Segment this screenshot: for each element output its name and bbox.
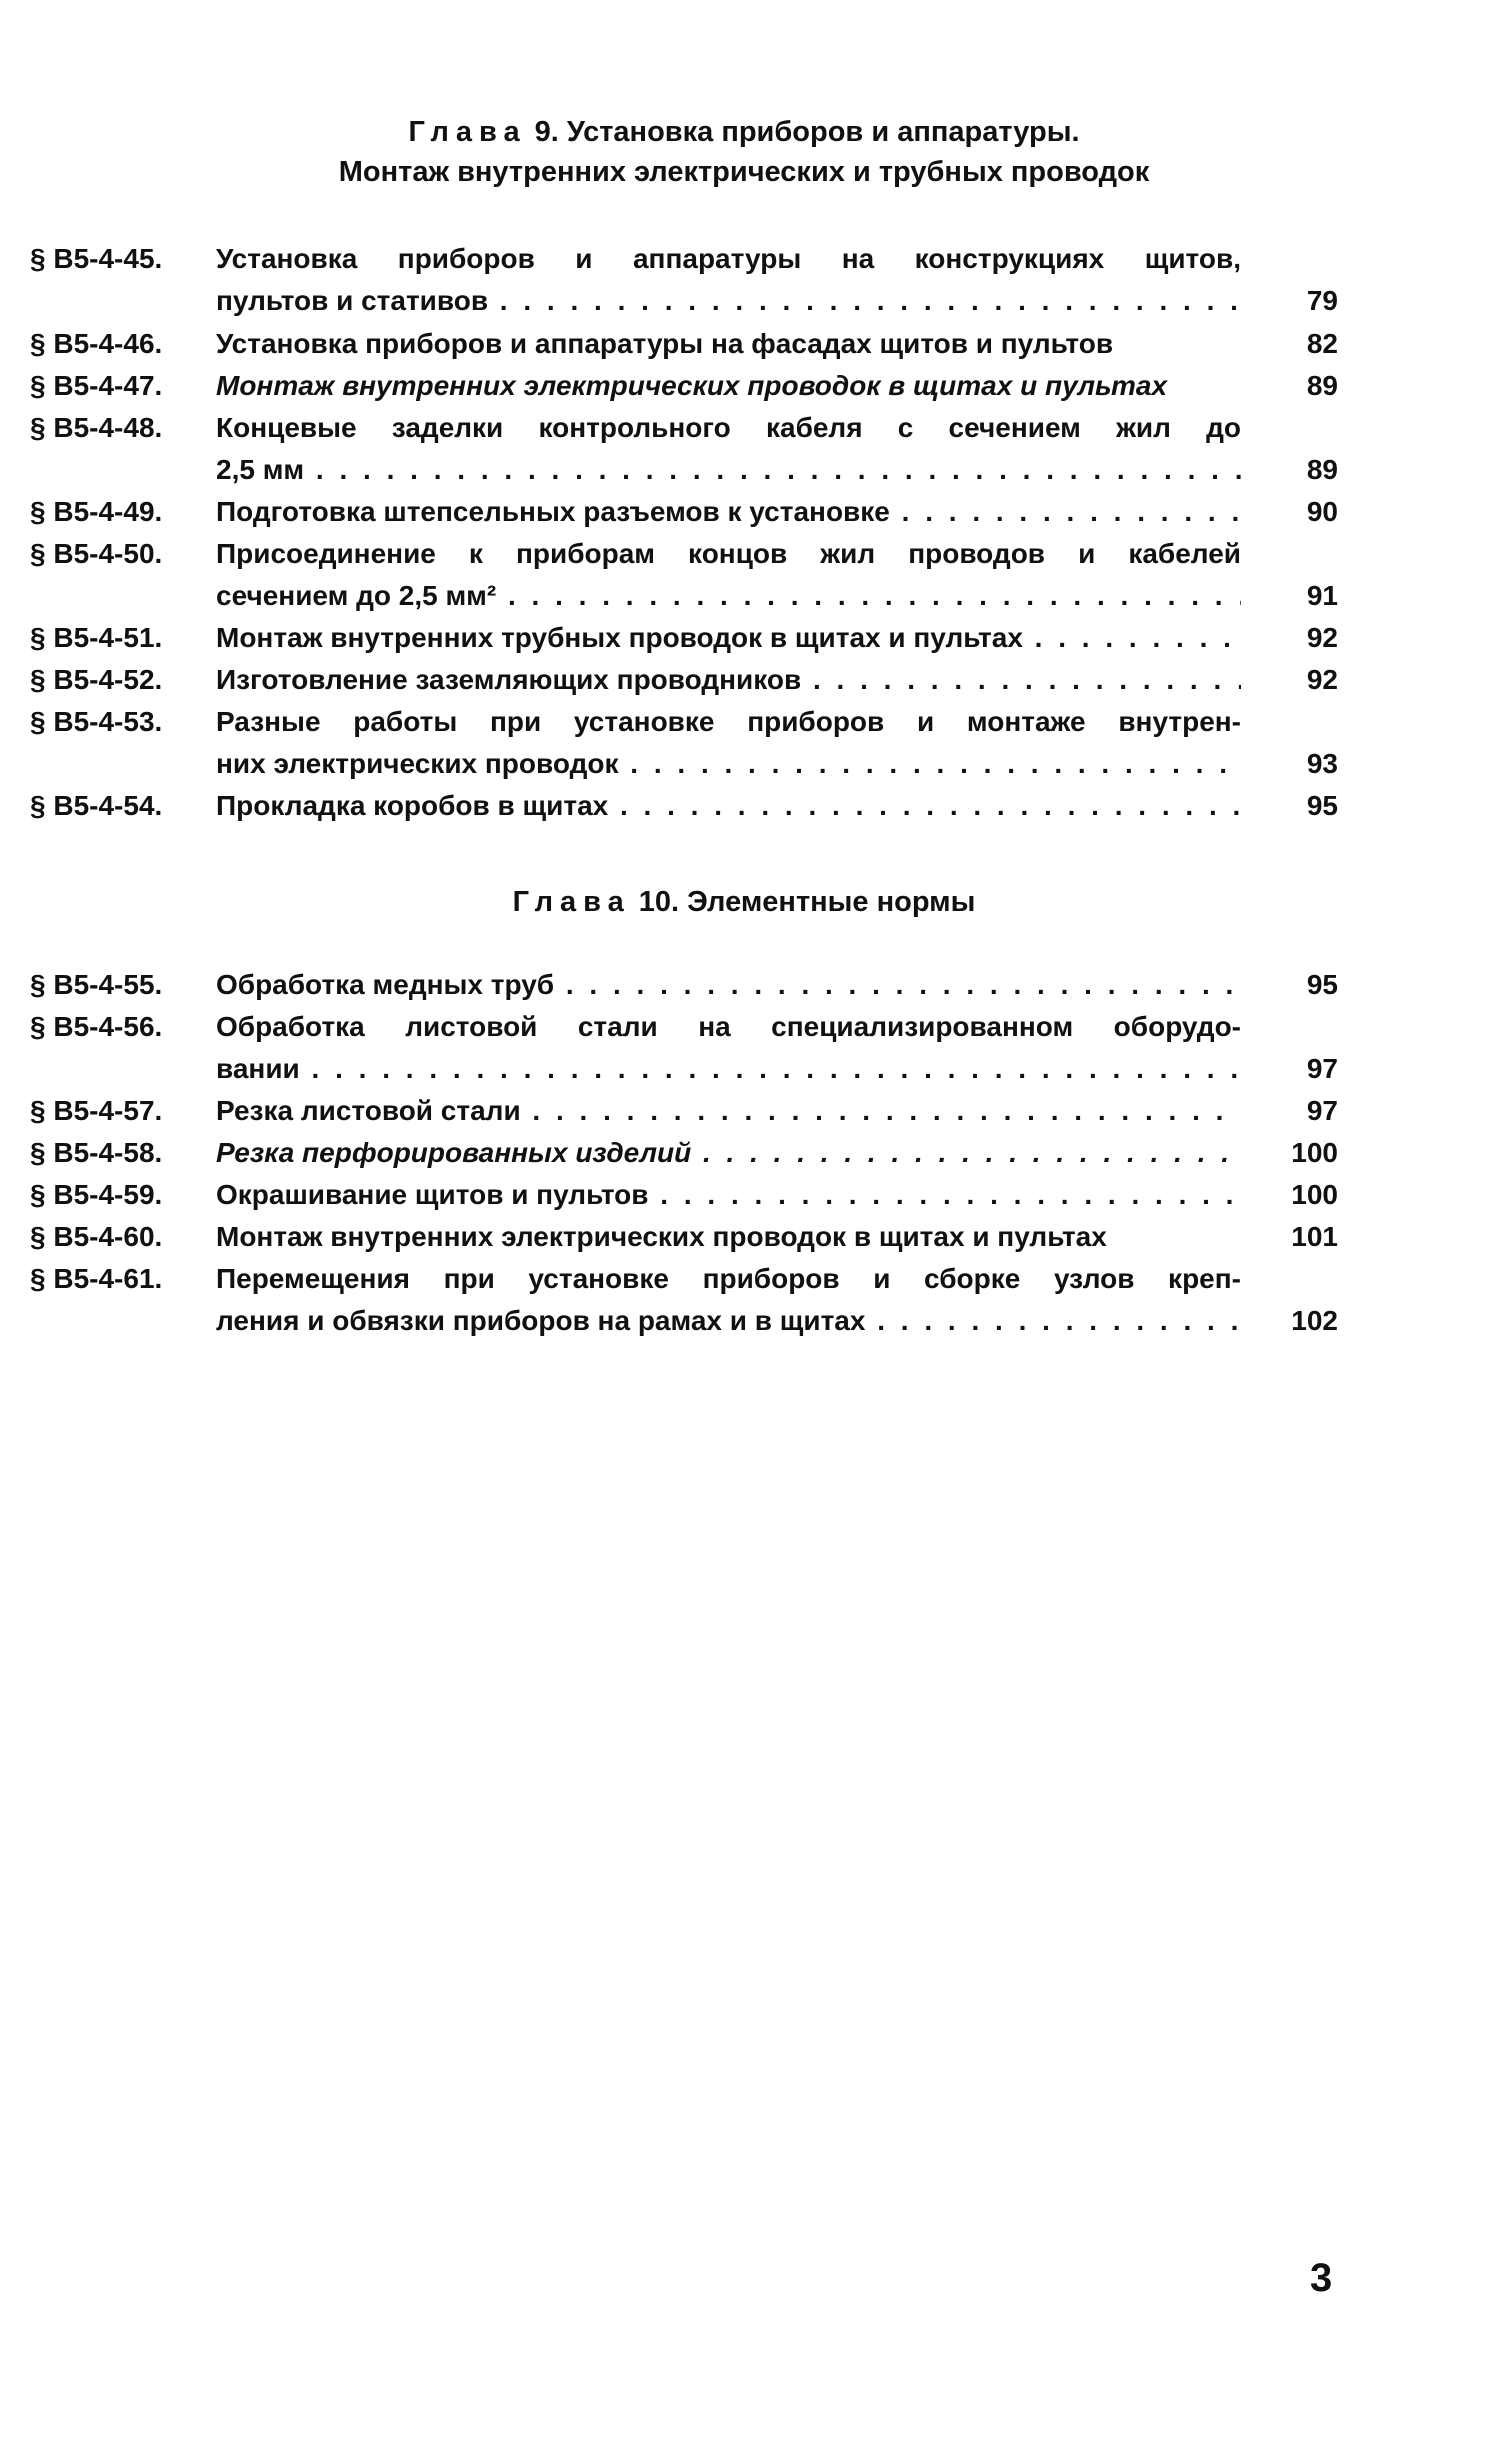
entry-page-number: 89 (1306, 370, 1338, 401)
entry-page-number: 92 (1306, 664, 1338, 695)
entry-title-line: Установка приборов и аппаратуры на фасадах щитов и пультов (216, 328, 1114, 359)
entry-title-line: ления и обвязки приборов на рамах и в щитах . . . (216, 1300, 1241, 1342)
entry-title-line: Разные работы при установке приборов и монтаже внутрен- (216, 706, 1241, 737)
entry-title-line: Окрашивание щитов и пультов . . . (216, 1174, 1241, 1216)
entry-title-line: Установка приборов и аппаратуры на конструкциях щитов, (216, 243, 1241, 274)
entry-title-line: Концевые заделки контрольного кабеля с сечением жил до (216, 412, 1241, 443)
entry-title-line: Резка листовой стали . . . (216, 1090, 1241, 1132)
entry-title-line: Резка перфорированных изделий . . . (216, 1132, 1241, 1174)
entry-title (216, 1216, 1241, 1258)
entry-title (216, 1006, 1241, 1090)
chapter-10-title: 10. Элементные нормы (638, 886, 976, 918)
entry-title (216, 407, 1241, 491)
chapter-10-title-line1 (0, 882, 1488, 922)
entry-code: § В5-4-57. (30, 1095, 163, 1126)
entry-title (216, 964, 1241, 1006)
entry-code: § В5-4-50. (30, 538, 163, 569)
entry-page-number: 89 (1306, 454, 1338, 485)
entry-page-number: 102 (1291, 1305, 1338, 1336)
entry-page-number: 82 (1306, 328, 1338, 359)
entry-title (216, 617, 1241, 659)
entry-title (216, 365, 1241, 407)
entry-code: § В5-4-48. (30, 412, 163, 443)
entry-page-number: 101 (1291, 1221, 1338, 1252)
chapter-9-heading (0, 112, 1488, 192)
entry-code: § В5-4-49. (30, 496, 163, 527)
entry-code: § В5-4-47. (30, 370, 163, 401)
entry-page-number: 95 (1306, 969, 1338, 1000)
entry-code: § В5-4-54. (30, 790, 163, 821)
entry-title-line: Изготовление заземляющих проводников . . . (216, 659, 1241, 701)
entry-code: § В5-4-53. (30, 706, 163, 737)
entry-code: § В5-4-59. (30, 1179, 163, 1210)
page-number: 3 (1310, 2256, 1333, 2300)
entry-title-line: Перемещения при установке приборов и сборке узлов креп- (216, 1263, 1241, 1294)
entry-page-number: 91 (1306, 580, 1338, 611)
entry-title-line: них электрических проводок . . . (216, 743, 1241, 785)
entry-code: § В5-4-60. (30, 1221, 163, 1252)
entry-title (216, 1258, 1241, 1342)
entry-page-number: 95 (1306, 790, 1338, 821)
entry-title-line: Подготовка штепсельных разъемов к установке . . . (216, 491, 1241, 533)
entry-page-number: 79 (1306, 285, 1338, 316)
entry-page-number: 97 (1306, 1053, 1338, 1084)
entry-page-number: 100 (1291, 1179, 1338, 1210)
entry-title (216, 1090, 1241, 1132)
entry-code: § В5-4-61. (30, 1263, 163, 1294)
chapter-9-title-line1 (0, 112, 1488, 152)
entry-title (216, 701, 1241, 785)
entry-title (216, 491, 1241, 533)
chapter-10-lead: Глава (512, 886, 631, 918)
chapter-9-lead: Глава (408, 116, 527, 148)
entry-title (216, 785, 1241, 827)
entry-title-line: 2,5 мм . . . (216, 449, 1241, 491)
entry-page-number: 92 (1306, 622, 1338, 653)
entry-code: § В5-4-56. (30, 1011, 163, 1042)
entry-title (216, 323, 1241, 365)
entry-title-line: пультов и стативов . . . (216, 280, 1241, 322)
entry-code: § В5-4-55. (30, 969, 163, 1000)
entry-code: § В5-4-58. (30, 1137, 163, 1168)
entry-code: § В5-4-45. (30, 243, 163, 274)
entry-title-line: Обработка медных труб . . . (216, 964, 1241, 1006)
entry-title-line: Присоединение к приборам концов жил проводов и кабелей (216, 538, 1241, 569)
entry-title (216, 238, 1241, 322)
entry-title-line: Монтаж внутренних электрических проводок в щитах и пультах (216, 1221, 1107, 1252)
entry-code: § В5-4-46. (30, 328, 163, 359)
entry-code: § В5-4-52. (30, 664, 163, 695)
entry-title-line: Монтаж внутренних трубных проводок в щитах и пультах . . . (216, 617, 1241, 659)
entry-code: § В5-4-51. (30, 622, 163, 653)
chapter-9-title: 9. Установка приборов и аппаратуры. (534, 116, 1080, 148)
entry-title-line: Обработка листовой стали на специализированном оборудо- (216, 1011, 1241, 1042)
entry-title (216, 533, 1241, 617)
entry-title-line: Монтаж внутренних электрических проводок в щитах и пультах (216, 370, 1168, 401)
entry-page-number: 90 (1306, 496, 1338, 527)
entry-page-number: 93 (1306, 748, 1338, 779)
chapter-10-heading (0, 882, 1488, 922)
entry-page-number: 97 (1306, 1095, 1338, 1126)
entry-title-line: Прокладка коробов в щитах . . . (216, 785, 1241, 827)
entry-title-line: сечением до 2,5 мм² . . . (216, 575, 1241, 617)
entry-title (216, 1132, 1241, 1174)
entry-title-line: вании . . . (216, 1048, 1241, 1090)
chapter-9-title-line2: Монтаж внутренних электрических и трубных проводок (338, 156, 1150, 188)
entry-title (216, 1174, 1241, 1216)
entry-page-number: 100 (1291, 1137, 1338, 1168)
entry-title (216, 659, 1241, 701)
